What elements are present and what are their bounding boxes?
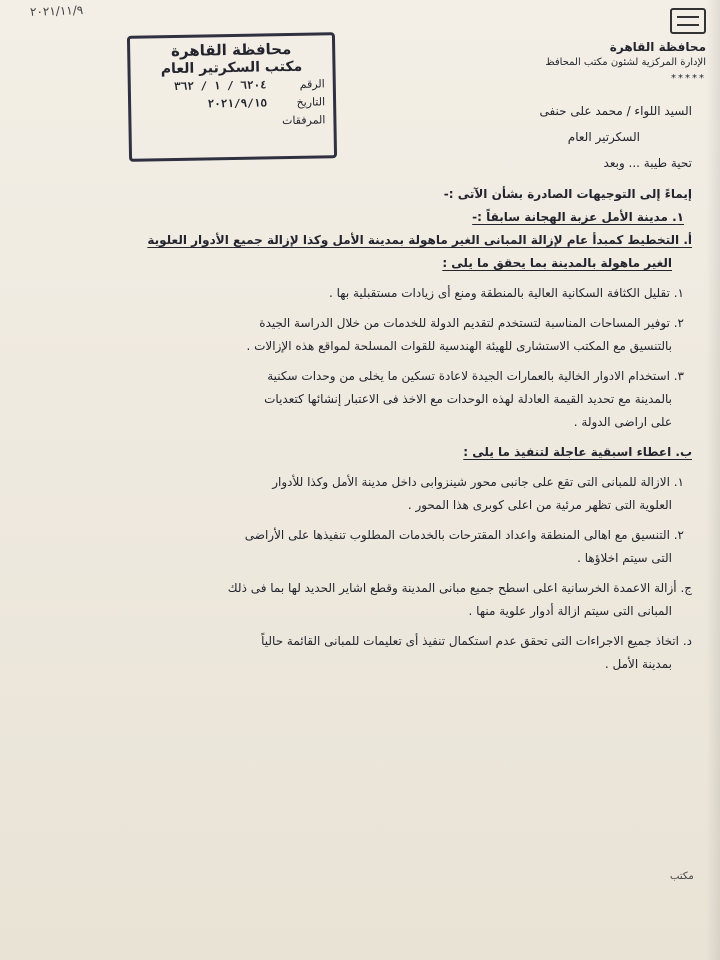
letter-body — [24, 184, 692, 677]
item-b-2-line-1: ٢. التنسيق مع اهالى المنطقة واعداد المقترحات بالخدمات المطلوب تنفيذها على الأراضى — [244, 528, 684, 542]
point-1: ١. تقليل الكثافة السكانية العالية بالمنطقة ومنع أى زيادات مستقبلية بها . — [329, 286, 684, 300]
intro-line: إيماءً إلى التوجيهات الصادرة بشأن الآتى :- — [443, 187, 692, 201]
item-c-line-1: ج. أزالة الاعمدة الخرسانية اعلى اسطح جميع مبانى المدينة وقطع اشاير الحديد لها بما فى ذلك — [227, 581, 692, 595]
item-b-1-line-1: ١. الازالة للمبانى التى تقع على جانبى محور شينزوابى داخل مدينة الأمل وكذا للأدوار — [272, 475, 684, 489]
addressee-title: السكرتير العام — [567, 130, 640, 144]
department-name: الإدارة المركزية لشئون مكتب المحافظ — [545, 57, 706, 68]
addressee-name: السيد اللواء / محمد على حنفى — [539, 104, 692, 118]
item-b-2-line-2: التى سيتم اخلاؤها . — [577, 551, 672, 565]
item-a-line-1: أ. التخطيط كمبدأ عام لإزالة المبانى الغير ماهولة بمدينة الأمل وكذا لإزالة جميع الأدوار العلوية — [147, 233, 692, 247]
footer-mark: مكتب — [670, 871, 694, 882]
letterhead — [486, 8, 706, 87]
stamp-date-label: التاريخ — [296, 95, 326, 109]
point-3-line-2: بالمدينة مع تحديد القيمة العادلة لهذه الوحدات مع الاخذ فى الاعتبار إنشائها كتعديات — [264, 392, 672, 406]
item-b-1-line-2: العلوية التى تظهر مرئية من اعلى كوبرى هذا المحور . — [407, 498, 672, 512]
item-b-title: ب. اعطاء اسبقية عاجلة لتنفيذ ما يلى : — [463, 445, 692, 459]
addressee-block — [539, 98, 692, 176]
item-d-line-1: د. اتخاذ جميع الاجراءات التى تحقق عدم استكمال تنفيذ أى تعليمات للمبانى القائمة حالياً — [261, 634, 692, 648]
item-c-line-2: المبانى التى سيتم ازالة أدوار علوية منها . — [468, 604, 672, 618]
corner-date: ٢٠٢١/١١/٩ — [29, 3, 84, 19]
stamp-number-label: الرقم — [299, 77, 325, 91]
governorate-name: محافظة القاهرة — [609, 40, 706, 54]
stamp-attachments-label: المرفقات — [281, 113, 326, 128]
point-3-line-3: على اراضى الدولة . — [573, 415, 672, 429]
point-2-line-2: بالتنسيق مع المكتب الاستشارى للهيئة الهندسية للقوات المسلحة لمواقع هذه الإزالات . — [246, 339, 672, 353]
stars-line: ***** — [671, 73, 706, 84]
stamp-attachments-row — [139, 111, 325, 132]
greeting: تحية طيبة ... وبعد — [603, 156, 692, 170]
office-stamp — [127, 32, 337, 162]
section-1-title: ١. مدينة الأمل عزبة الهجانة سابقاً :- — [472, 210, 684, 224]
stamp-date-value: ٢٠٢١/٩/١٥ — [207, 96, 268, 111]
emblem-icon — [670, 8, 706, 34]
item-d-line-2: بمدينة الأمل . — [604, 657, 672, 671]
page-edge-shadow — [706, 0, 720, 960]
point-3-line-1: ٣. استخدام الادوار الخالية بالعمارات الجيدة لاعادة تسكين ما يخلى من وحدات سكنية — [267, 369, 684, 383]
item-a-line-2: الغير ماهولة بالمدينة بما يحقق ما يلى : — [442, 256, 672, 270]
stamp-title: محافظة القاهرة — [170, 39, 292, 61]
stamp-number-value: ٦٢٠٤ / ١ / ٣٦٢ — [173, 78, 267, 94]
stamp-subtitle: مكتب السكرتير العام — [160, 58, 303, 78]
point-2-line-1: ٢. توفير المساحات المناسبة لتستخدم لتقديم الدولة للخدمات من خلال الدراسة الجيدة — [259, 316, 684, 330]
